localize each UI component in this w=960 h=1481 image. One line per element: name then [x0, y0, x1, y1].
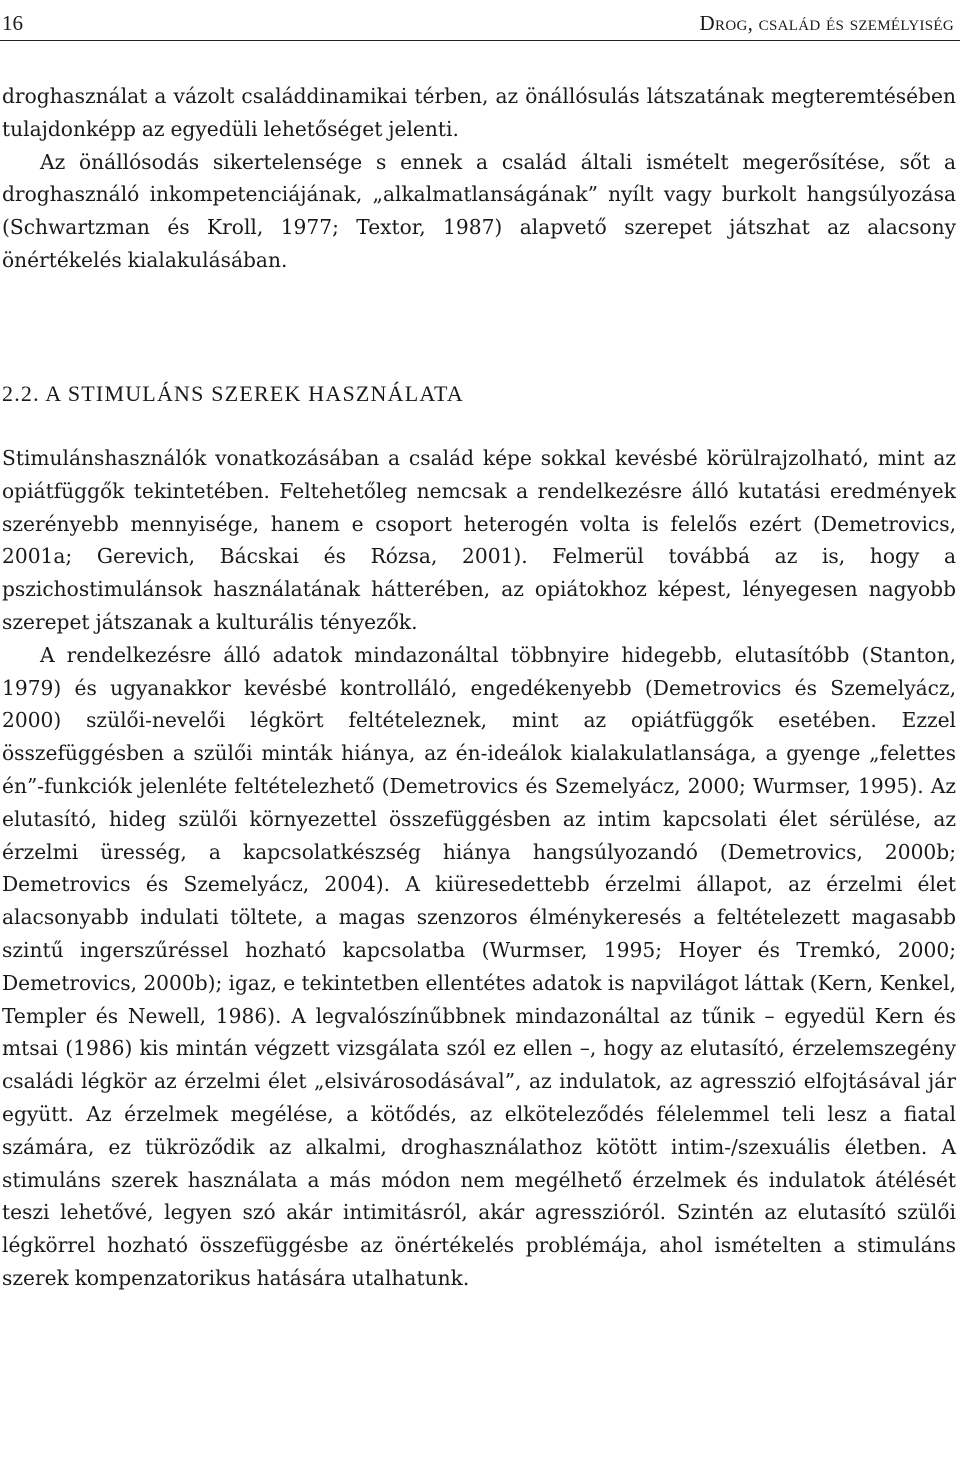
section-1-body	[2, 80, 956, 277]
running-header	[2, 8, 954, 38]
paragraph-continued: droghasználat a vázolt családdinamikai térben, az önállósulás látszatának megteremtésében tulajdonképp az egyedüli lehetőséget jelenti.	[2, 84, 956, 141]
paragraph: A rendelkezésre álló adatok mindazonáltal többnyire hidegebb, elutasítóbb (Stanton, 1979) és ugyanakkor kevésbé kontrolláló, engedékenyebb (Demetrovics és Szemelyácz, 2000) szülői-nevelői légkört feltételeznek, mint az opiátfüggők esetében. Ezzel összefüggésben a szülői minták hiánya, az én-ideálok kialakulatlansága, a gyenge „felettes én”-funkciók jelenléte feltételezhető (Demetrovics és Szemelyácz, 2000; Wurmser, 1995). Az elutasító, hideg szülői környezettel összefüggésben az intim kapcsolati élet sérülése, az érzelmi üresség, a kapcsolatkészség hiánya hangsúlyozandó (Demetrovics, 2000b; Demetrovics és Szemelyácz, 2004). A kiüresedettebb érzelmi állapot, az érzelmi élet alacsonyabb indulati töltete, a magas szenzoros élménykeresés a feltételezett magasabb szintű ingerszűréssel hozható kapcsolatba (Wurmser, 1995; Hoyer és Tremkó, 2000; Demetrovics, 2000b); igaz, e tekintetben ellentétes adatok is napvilágot láttak (Kern, Kenkel, Templer és Newell, 1986). A legvalószínűbbnek mindazonáltal az tűnik – egyedül Kern és mtsai (1986) kis mintán végzett vizsgálata szól ez ellen –, hogy az elutasító, érzelemszegény családi légkör az érzelmi élet „elsivárosodásával”, az indulatok, az agresszió elfojtásával jár együtt. Az érzelmek megélése, a kötődés, az elköteleződés félelemmel teli lesz a fiatal számára, ez tükröződik az alkalmi, droghasználathoz kötött intim-/szexuális életben. A stimuláns szerek használata a más módon nem megélhető érzelmek és indulatok átélését teszi lehetővé, legyen szó akár intimitásról, akár agresszióról. Szintén az elutasító szülői légkörrel hozható összefüggésbe az önértékelés problémája, ahol ismételten a stimuláns szerek kompenzatorikus hatására utalhatunk.	[2, 642, 956, 1290]
section-2-body	[2, 442, 956, 1295]
page-number: 16	[2, 11, 23, 35]
paragraph: Stimulánshasználók vonatkozásában a család képe sokkal kevésbé körülrajzolható, mint az opiátfüggők tekintetében. Feltehetőleg nemcsak a rendelkezésre álló kutatási eredmények szerényebb mennyisége, hanem e csoport heterogén volta is felelős ezért (Demetrovics, 2001a; Gerevich, Bácskai és Rózsa, 2001). Felmerül továbbá az is, hogy a pszichostimulánsok használatának hátterében, az opiátokhoz képest, lényegesen nagyobb szerepet játszanak a kulturális tényezők.	[2, 446, 956, 634]
paragraph: Az önállósodás sikertelensége s ennek a család általi ismételt megerősítése, sőt a droghasználó inkompetenciájának, „alkalmatlanságának” nyílt vagy burkolt hangsúlyozása (Schwartzman és Kroll, 1977; Textor, 1987) alapvető szerepet játszhat az alacsony önértékelés kialakulásában.	[2, 149, 956, 272]
section-heading: 2.2. A STIMULÁNS SZEREK HASZNÁLATA	[2, 381, 464, 406]
header-rule	[0, 40, 960, 41]
book-title: Drog, család és személyiség	[699, 11, 954, 35]
